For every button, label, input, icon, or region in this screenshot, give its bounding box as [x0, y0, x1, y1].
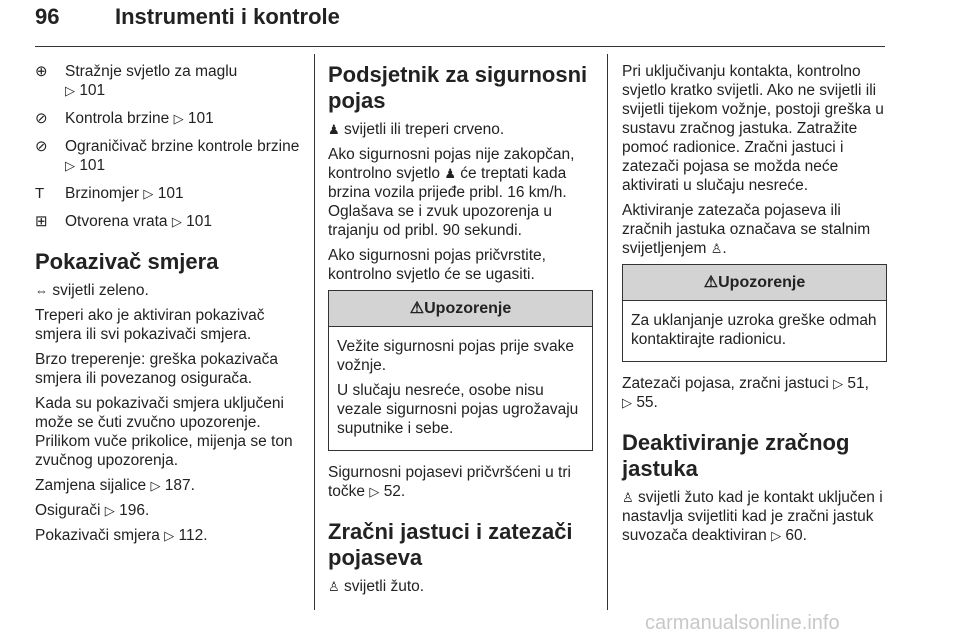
paragraph: Treperi ako je aktiviran pokazivač smjera ili svi pokazivači smjera.	[35, 307, 265, 343]
indicator-label: Brzinomjer	[65, 185, 140, 202]
section-title-airbag-deactivation: Deaktiviranje zračnog jastuka	[622, 430, 850, 481]
page-ref: 196.	[119, 502, 150, 519]
airbag-icon: ♙	[328, 579, 340, 594]
speedometer-icon: T	[35, 185, 45, 202]
indicator-cruise-control	[35, 109, 305, 128]
warning-triangle-icon: ⚠	[703, 274, 719, 291]
page-ref: 52.	[383, 483, 406, 500]
warning-header: ⚠Upozorenje	[623, 265, 886, 301]
paragraph: ♙ svijetli žuto kad je kontakt uključen i nastavlja svijetliti kad je zračni jastuk suvozača deaktiviran ▷ 60.	[622, 489, 883, 544]
warning-box	[622, 264, 887, 362]
paragraph: ♟ svijetli ili treperi crveno.	[328, 121, 505, 138]
ref-arrow-icon: ▷	[622, 395, 632, 410]
paragraph: Kada su pokazivači smjera uključeni može se čuti zvučno upozorenje. Prilikom vuče prikolice, mijenja se ton zvučnog upozorenja.	[35, 395, 293, 469]
ref-arrow-icon: ▷	[104, 503, 115, 518]
indicator-speedometer	[35, 184, 305, 203]
seatbelt-icon: ♟	[444, 166, 456, 181]
ref-arrow-icon: ▷	[164, 528, 175, 543]
paragraph: Aktiviranje zatezača pojaseva ili zračnih jastuka označava se stalnim svijetljenjem ♙.	[622, 202, 871, 257]
page-ref: 112.	[178, 527, 208, 544]
section-title-seatbelt: Podsjetnik za sigurnosni pojas	[328, 62, 588, 113]
ref-arrow-icon: ▷	[65, 83, 75, 98]
column-divider-1	[314, 54, 315, 610]
paragraph: Ako sigurnosni pojas pričvrstite, kontrolno svjetlo će se ugasiti.	[328, 247, 546, 283]
warning-text: U slučaju nesreće, osobe nisu vezale sigurnosni pojas ugrožavaju suputnike i sebe.	[337, 382, 579, 437]
airbag-icon: ♙	[710, 241, 723, 256]
paragraph: Pokazivači smjera ▷ 112.	[35, 527, 208, 544]
indicator-label: Stražnje svjetlo za maglu	[65, 63, 238, 80]
cruise-control-icon: ⊘	[35, 110, 48, 127]
page-ref: 101	[187, 110, 214, 127]
warning-text: Za uklanjanje uzroka greške odmah kontaktirajte radionicu.	[631, 312, 877, 348]
page-number: 96	[35, 4, 60, 29]
paragraph: Osigurači ▷ 196.	[35, 502, 150, 519]
section-title-airbags: Zračni jastuci i zatezači pojaseva	[328, 519, 573, 570]
rear-fog-light-icon: ⊕	[35, 63, 48, 80]
speed-limiter-icon: ⊘	[35, 138, 48, 155]
ref-arrow-icon: ▷	[65, 158, 75, 173]
ref-arrow-icon: ▷	[173, 111, 184, 126]
airbag-off-icon: ♙	[622, 490, 634, 505]
warning-header: ⚠Upozorenje	[329, 291, 592, 327]
indicator-rear-fog	[35, 62, 305, 100]
page-ref: 101	[157, 185, 184, 202]
indicator-label: Ograničivač brzine kontrole brzine	[65, 138, 300, 155]
page-ref: 101	[79, 157, 106, 174]
seatbelt-icon: ♟	[328, 122, 340, 137]
ref-arrow-icon: ▷	[150, 478, 161, 493]
ref-arrow-icon: ▷	[771, 528, 782, 543]
indicator-label: Otvorena vrata	[65, 213, 168, 230]
ref-arrow-icon: ▷	[171, 214, 182, 229]
page-ref: 101	[186, 213, 213, 230]
paragraph: Ako sigurnosni pojas nije zakopčan, kontrolno svjetlo ♟ će treptati kada brzina vozila prijeđe pribl. 16 km/h. Oglašava se i zvuk upozorenja u trajanju od pribl. 90 sekundi.	[328, 146, 575, 239]
paragraph: Zatezači pojasa, zračni jastuci ▷ 51, ▷ 55.	[622, 375, 869, 411]
column-2	[328, 62, 593, 602]
indicator-label: Kontrola brzine	[65, 110, 170, 127]
warning-triangle-icon: ⚠	[409, 300, 425, 317]
turn-signal-icon: ⇔	[35, 283, 48, 298]
column-3	[622, 62, 887, 551]
column-1	[35, 62, 305, 551]
ref-arrow-icon: ▷	[369, 484, 380, 499]
paragraph: ♙ svijetli žuto.	[328, 578, 425, 595]
page-ref: 101	[79, 82, 106, 99]
paragraph: Sigurnosni pojasevi pričvršćeni u tri točke ▷ 52.	[328, 464, 571, 500]
warning-text: Vežite sigurnosni pojas prije svake vožnje.	[337, 338, 574, 374]
paragraph: Brzo treperenje: greška pokazivača smjera ili povezanog osigurača.	[35, 351, 278, 387]
indicator-speed-limiter	[35, 137, 305, 175]
paragraph: ⇔ svijetli zeleno.	[35, 282, 149, 299]
page-title: Instrumenti i kontrole	[115, 4, 340, 29]
watermark: carmanualsonline.info	[645, 612, 840, 634]
section-title-turn-signal: Pokazivač smjera	[35, 249, 219, 274]
page-ref: 187.	[164, 477, 195, 494]
door-open-icon: ⊞	[35, 213, 48, 230]
indicator-door-open	[35, 212, 305, 231]
column-divider-2	[607, 54, 608, 610]
warning-box	[328, 290, 593, 451]
header-divider	[35, 46, 885, 47]
page-header	[35, 4, 885, 44]
paragraph: Zamjena sijalice ▷ 187.	[35, 477, 195, 494]
paragraph: Pri uključivanju kontakta, kontrolno svjetlo kratko svijetli. Ako ne svijetli ili svijetli tijekom vožnje, postoji greška u sustavu zračnog jastuka. Zatražite pomoć radionice. Zračni jastuci i zatezači pojasa se možda neće aktivirati u slučaju nesreće.	[622, 63, 884, 194]
ref-arrow-icon: ▷	[833, 376, 844, 391]
ref-arrow-icon: ▷	[143, 186, 154, 201]
